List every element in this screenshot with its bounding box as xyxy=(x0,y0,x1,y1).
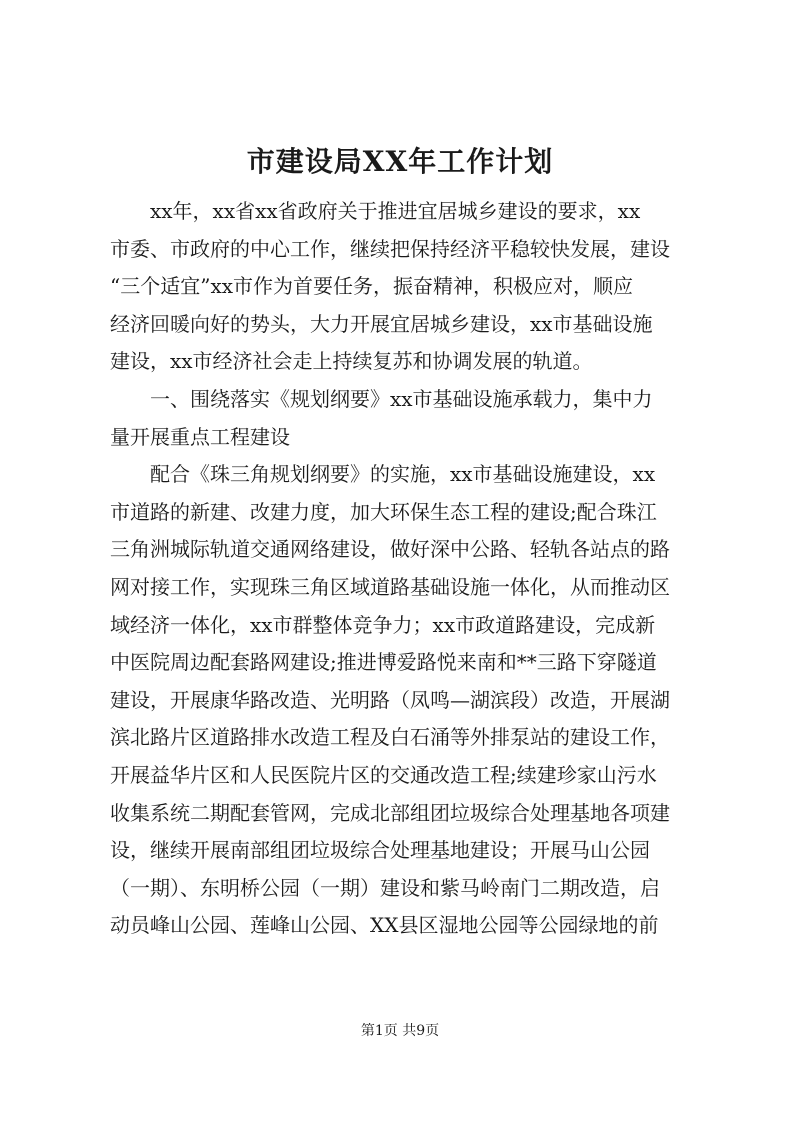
body-line: 域经济一体化，xx市群整体竞争力；xx市政道路建设，完成新 xyxy=(110,612,656,637)
body-line: 开展益华片区和人民医院片区的交通改造工程;续建珍家山污水 xyxy=(110,762,657,787)
document-body xyxy=(110,193,700,945)
section-heading-line: 一、围绕落实《规划纲要》xx市基础设施承载力，集中力 xyxy=(110,386,653,411)
body-line: 设，继续开展南部组团垃圾综合处理基地建设；开展马山公园 xyxy=(110,838,650,863)
body-line: （一期）、东明桥公园（一期）建设和紫马岭南门二期改造，启 xyxy=(110,875,660,900)
body-line: 三角洲城际轨道交通网络建设，做好深中公路、轻轨各站点的路 xyxy=(110,537,670,562)
body-line: 市委、市政府的中心工作，继续把保持经济平稳较快发展，建设 xyxy=(110,236,670,261)
body-line: 经济回暖向好的势头，大力开展宜居城乡建设，xx市基础设施 xyxy=(110,311,653,336)
body-line: 收集系统二期配套管网，完成北部组团垃圾综合处理基地各项建 xyxy=(110,800,670,825)
body-line: 市道路的新建、改建力度，加大环保生态工程的建设;配合珠江 xyxy=(110,499,657,524)
body-line: 建设，开展康华路改造、光明路（凤鸣—湖滨段）改造，开展湖 xyxy=(110,687,670,712)
body-line: 建设，xx市经济社会走上持续复苏和协调发展的轨道。 xyxy=(110,349,593,374)
body-line: 配合《珠三角规划纲要》的实施，xx市基础设施建设，xx xyxy=(110,462,656,487)
body-line: “三个适宜”xx市作为首要任务，振奋精神，积极应对，顺应 xyxy=(110,274,634,299)
document-title: 市建设局XX年工作计划 xyxy=(246,145,554,178)
body-line: xx年，xx省xx省政府关于推进宜居城乡建设的要求，xx xyxy=(110,199,641,223)
body-line: 滨北路片区道路排水改造工程及白石涌等外排泵站的建设工作， xyxy=(110,725,670,750)
body-line: 网对接工作，实现珠三角区域道路基础设施一体化，从而推动区 xyxy=(110,574,670,599)
section-heading-line: 量开展重点工程建设 xyxy=(110,424,290,449)
page-number-footer: 第1页 共9页 xyxy=(360,1023,440,1039)
body-line: 动员峰山公园、莲峰山公园、XX县区湿地公园等公园绿地的前 xyxy=(110,913,659,938)
body-line: 中医院周边配套路网建设;推进博爱路悦来南和**三路下穿隧道 xyxy=(110,650,657,675)
